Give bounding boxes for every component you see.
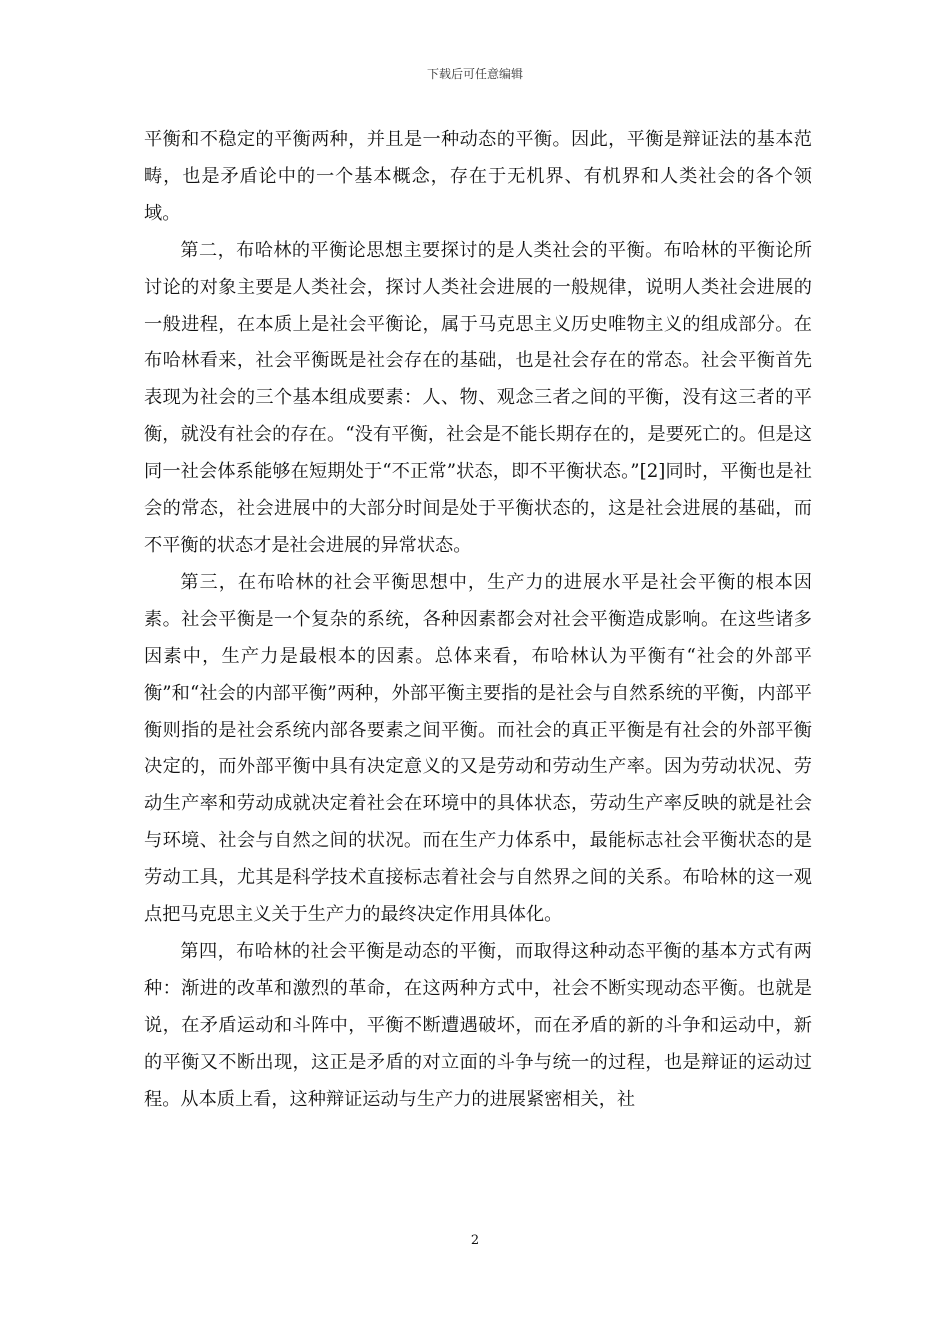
page-number: 2 [470,1233,480,1248]
paragraph-2: 第二，布哈林的平衡论思想主要探讨的是人类社会的平衡。布哈林的平衡论所讨论的对象主要是人类社会，探讨人类社会进展的一般规律，说明人类社会进展的一般进程，在本质上是社会平衡论，属于马克思主义历史唯物主义的组成部分。在布哈林看来，社会平衡既是社会存在的基础，也是社会存在的常态。社会平衡首先表现为社会的三个基本组成要素：人、物、观念三者之间的平衡，没有这三者的平衡，就没有社会的存在。“没有平衡，社会是不能长期存在的，是要死亡的。但是这同一社会体系能够在短期处于“不正常”状态，即不平衡状态。”[2]同时，平衡也是社会的常态，社会进展中的大部分时间是处于平衡状态的，这是社会进展的基础，而不平衡的状态才是社会进展的异常状态。 [144,239,812,556]
paragraph-1: 平衡和不稳定的平衡两种，并且是一种动态的平衡。因此，平衡是辩证法的基本范畴，也是矛盾论中的一个基本概念，存在于无机界、有机界和人类社会的各个领域。 [144,129,812,224]
document-body [144,122,812,1118]
paragraph-4: 第四，布哈林的社会平衡是动态的平衡，而取得这种动态平衡的基本方式有两种：渐进的改革和激烈的革命，在这两种方式中，社会不断实现动态平衡。也就是说，在矛盾运动和斗阵中，平衡不断遭遇破坏，而在矛盾的新的斗争和运动中，新的平衡又不断出现，这正是矛盾的对立面的斗争与统一的过程，也是辩证的运动过程。从本质上看，这种辩证运动与生产力的进展紧密相关，社 [144,940,812,1110]
paragraph-3: 第三，在布哈林的社会平衡思想中，生产力的进展水平是社会平衡的根本因素。社会平衡是一个复杂的系统，各种因素都会对社会平衡造成影响。在这些诸多因素中，生产力是最根本的因素。总体来看，布哈林认为平衡有“社会的外部平衡”和“社会的内部平衡”两种，外部平衡主要指的是社会与自然系统的平衡，内部平衡则指的是社会系统内部各要素之间平衡。而社会的真正平衡是有社会的外部平衡决定的，而外部平衡中具有决定意义的又是劳动和劳动生产率。因为劳动状况、劳动生产率和劳动成就决定着社会在环境中的具体状态，劳动生产率反映的就是社会与环境、社会与自然之间的状况。而在生产力体系中，最能标志社会平衡状态的是劳动工具，尤其是科学技术直接标志着社会与自然界之间的关系。布哈林的这一观点把马克思主义关于生产力的最终决定作用具体化。 [144,571,812,926]
page-header: 下载后可任意编辑 [426,67,523,81]
